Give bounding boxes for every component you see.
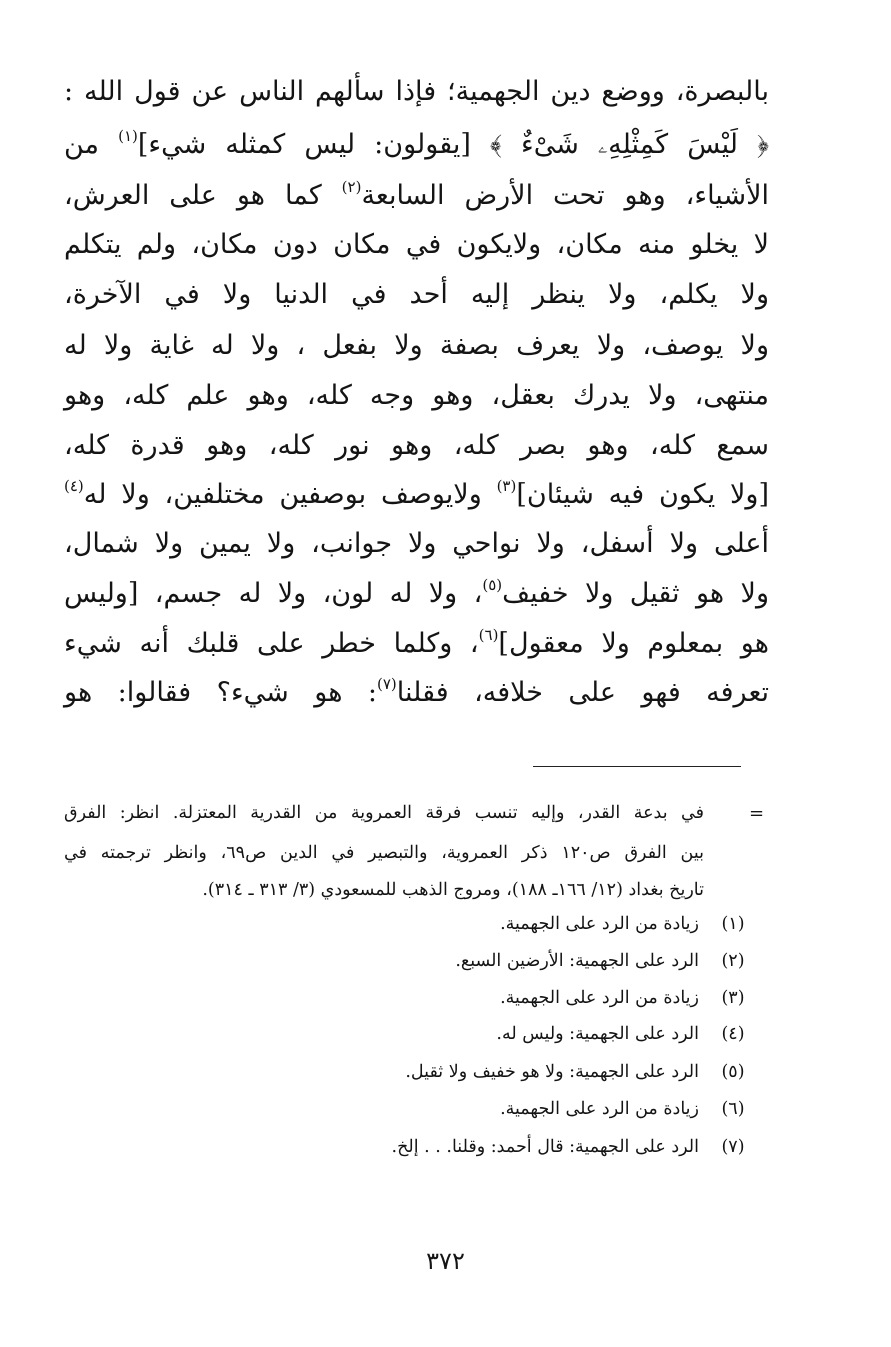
footnote-continuation-line: بين الفرق ص١٢٠ ذكر العمروية، والتبصير في الدين ص٦٩، وانظر ترجمته في [64,843,704,863]
footnote-marker[interactable]: (٤) [64,477,84,495]
footnote-number: (٤) [721,1024,745,1044]
footnote-text: زيادة من الرد على الجهمية. [500,1099,699,1119]
footnote-text: زيادة من الرد على الجهمية. [500,914,699,934]
footnote-text: الرد على الجهمية: قال أحمد: وقلنا. . . إلخ. [391,1137,699,1157]
body-line: لا يخلو منه مكان، ولايكون في مكان دون مكان، ولم يتكلم [64,229,769,260]
footnote-text: الرد على الجهمية: وليس له. [496,1024,699,1044]
body-line: هو بمعلوم ولا معقول]$^{(٦)}$، وكلما خطر على قلبك أنه شيء [64,626,769,659]
footnote-number: (١) [721,914,745,934]
footnote-text: الرد على الجهمية: الأرضين السبع. [455,951,699,971]
footnote-marker[interactable]: (٥) [482,576,503,594]
footnote-marker[interactable]: (٧) [376,675,397,693]
footnote-text: الرد على الجهمية: ولا هو خفيف ولا ثقيل. [405,1062,699,1082]
footnote-number: (٣) [721,988,745,1008]
footnote-number: (٦) [721,1099,745,1119]
footnote-number: (٥) [721,1062,745,1082]
footnote-number: (٧) [721,1137,745,1157]
footnote-marker[interactable]: (٣) [496,477,517,495]
page-number: ٣٧٢ [426,1247,465,1275]
continuation-mark: = [749,803,765,824]
footnote-continuation-line: في بدعة القدر، وإليه تنسب فرقة العمروية من القدرية المعتزلة. انظر: الفرق [64,803,704,823]
body-line: تعرفه فهو على خلافه، فقلنا$^{(٧)}$: هو شيء؟ فقالوا: هو [64,675,769,708]
body-line: ولا يوصف، ولا يعرف بصفة ولا بفعل ، ولا له غاية ولا له [64,330,769,361]
body-line: منتهى، ولا يدرك بعقل، وهو وجه كله، وهو علم كله، وهو [64,380,769,411]
body-line: ولا هو ثقيل ولا خفيف$^{(٥)}$، ولا له لون، ولا له جسم، [وليس [64,576,769,609]
body-line: أعلى ولا أسفل، ولا نواحي ولا جوانب، ولا يمين ولا شمال، [64,528,769,559]
body-line: ولا يكلم، ولا ينظر إليه أحد في الدنيا ولا في الآخرة، [64,279,769,310]
footnote-marker[interactable]: (١) [118,127,138,145]
footnote-marker[interactable]: (٦) [478,626,499,644]
body-line: [ولا يكون فيه شيئان]$^{(٣)}$ ولايوصف بوصفين مختلفين، ولا له$^{(٤)}$ [64,477,769,510]
body-line: ﴿ لَيْسَ كَمِثْلِهِۦ شَىْءٌ ﴾ [يقولون: ليس كمثله شيء]$^{(١)}$ من [64,127,770,160]
footnote-marker[interactable]: (٢) [341,178,362,196]
body-line: الأشياء، وهو تحت الأرض السابعة$^{(٢)}$ كما هو على العرش، [64,178,769,211]
footnote-separator [533,766,741,767]
body-line: سمع كله، وهو بصر كله، وهو نور كله، وهو قدرة كله، [64,430,769,461]
footnote-text: زيادة من الرد على الجهمية. [500,988,699,1008]
body-line: بالبصرة، ووضع دين الجهمية؛ فإذا سألهم الناس عن قول الله : [64,76,769,107]
footnote-number: (٢) [721,951,745,971]
footnote-continuation-line: تاريخ بغداد (١٢/ ١٦٦ـ ١٨٨)، ومروج الذهب للمسعودي (٣/ ٣١٣ ـ ٣١٤). [202,880,704,900]
